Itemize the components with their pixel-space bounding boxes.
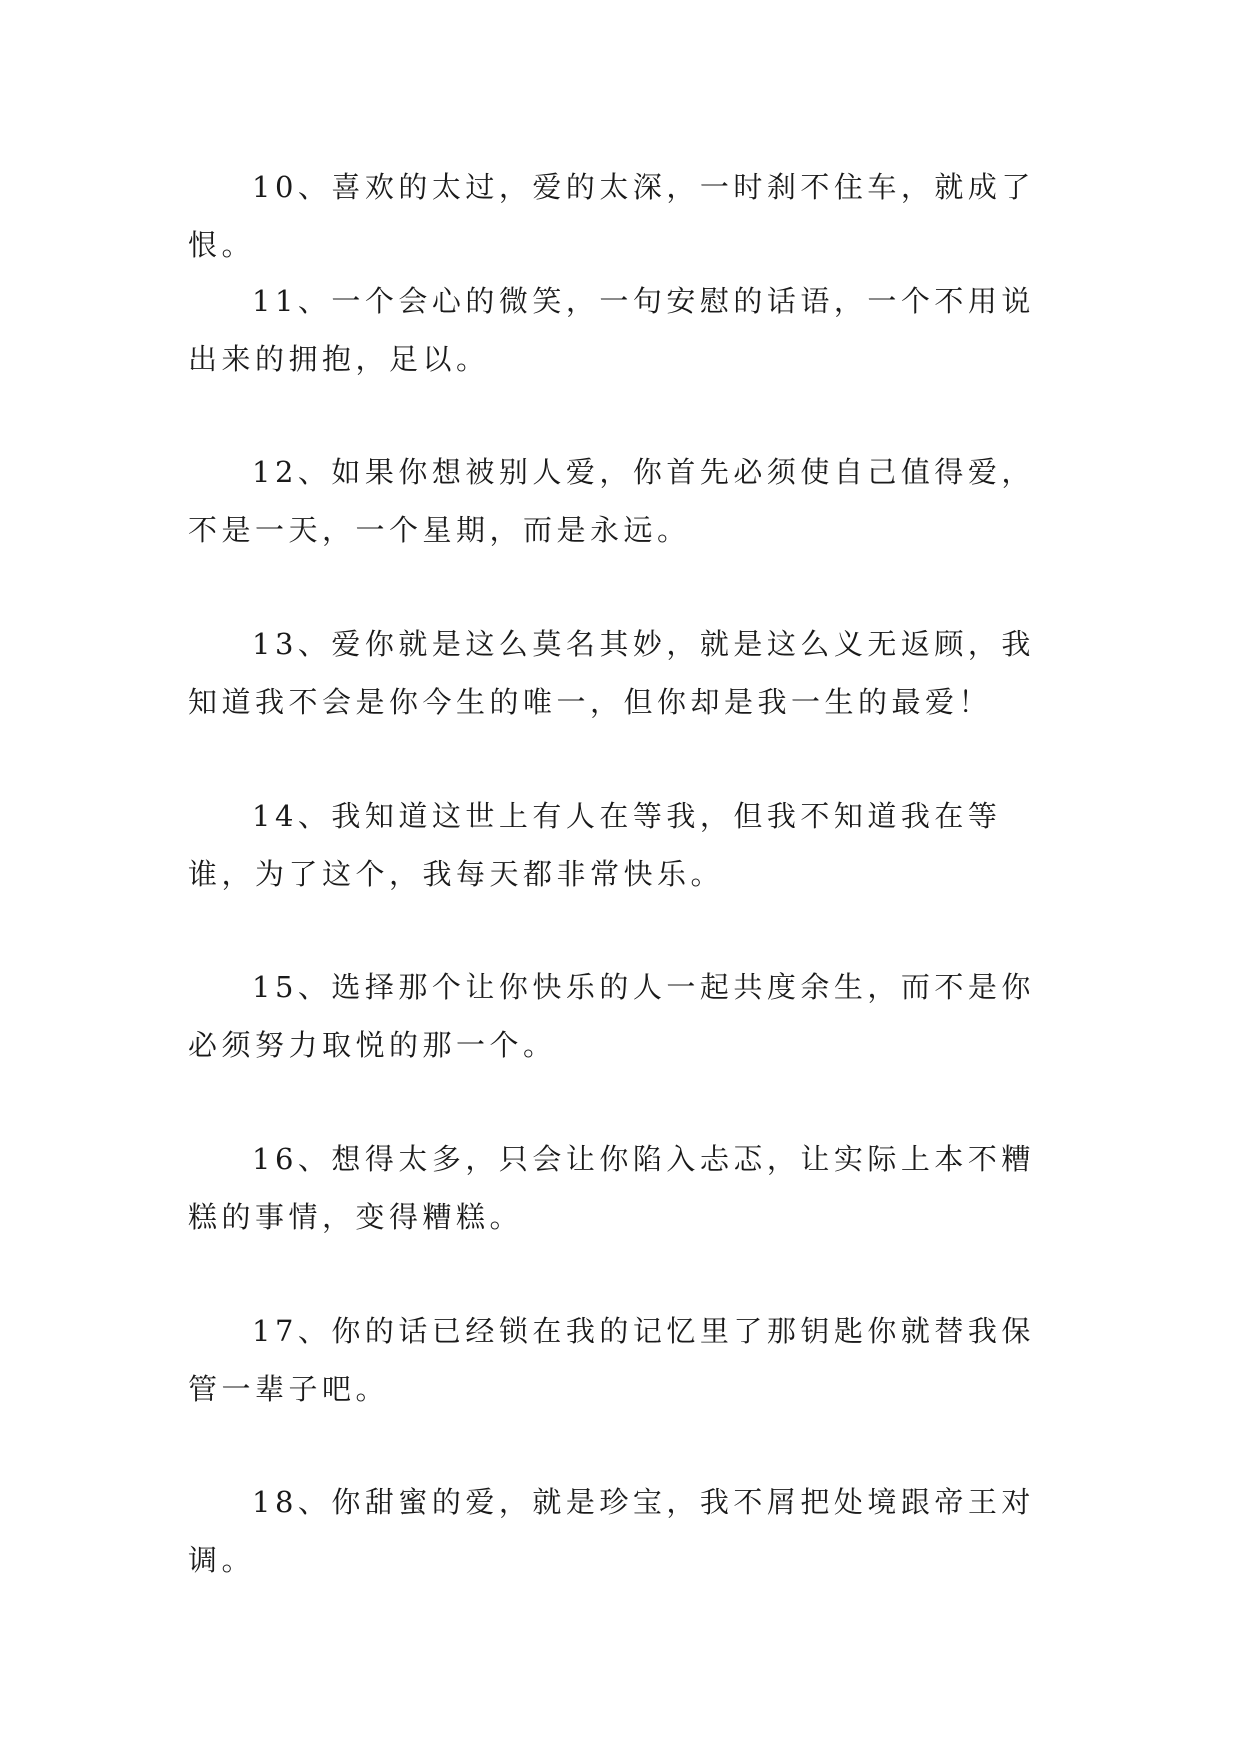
quote-13: 13、爱你就是这么莫名其妙，就是这么义无返顾，我知道我不会是你今生的唯一，但你却是我一生的最爱！	[188, 627, 1035, 719]
quote-10: 10、喜欢的太过，爱的太深，一时刹不住车，就成了恨。	[188, 170, 1035, 262]
quote-14: 14、我知道这世上有人在等我，但我不知道我在等谁，为了这个，我每天都非常快乐。	[188, 799, 1002, 891]
quote-18: 18、你甜蜜的爱，就是珍宝，我不屑把处境跟帝王对调。	[188, 1485, 1035, 1577]
quote-12: 12、如果你想被别人爱，你首先必须使自己值得爱，不是一天，一个星期，而是永远。	[188, 455, 1035, 547]
quote-16: 16、想得太多，只会让你陷入忐忑，让实际上本不糟糕的事情，变得糟糕。	[188, 1142, 1035, 1234]
quote-11: 11、一个会心的微笑，一句安慰的话语，一个不用说出来的拥抱，足以。	[188, 284, 1035, 376]
quote-17: 17、你的话已经锁在我的记忆里了那钥匙你就替我保管一辈子吧。	[188, 1314, 1035, 1406]
quote-15: 15、选择那个让你快乐的人一起共度余生，而不是你必须努力取悦的那一个。	[188, 970, 1035, 1062]
